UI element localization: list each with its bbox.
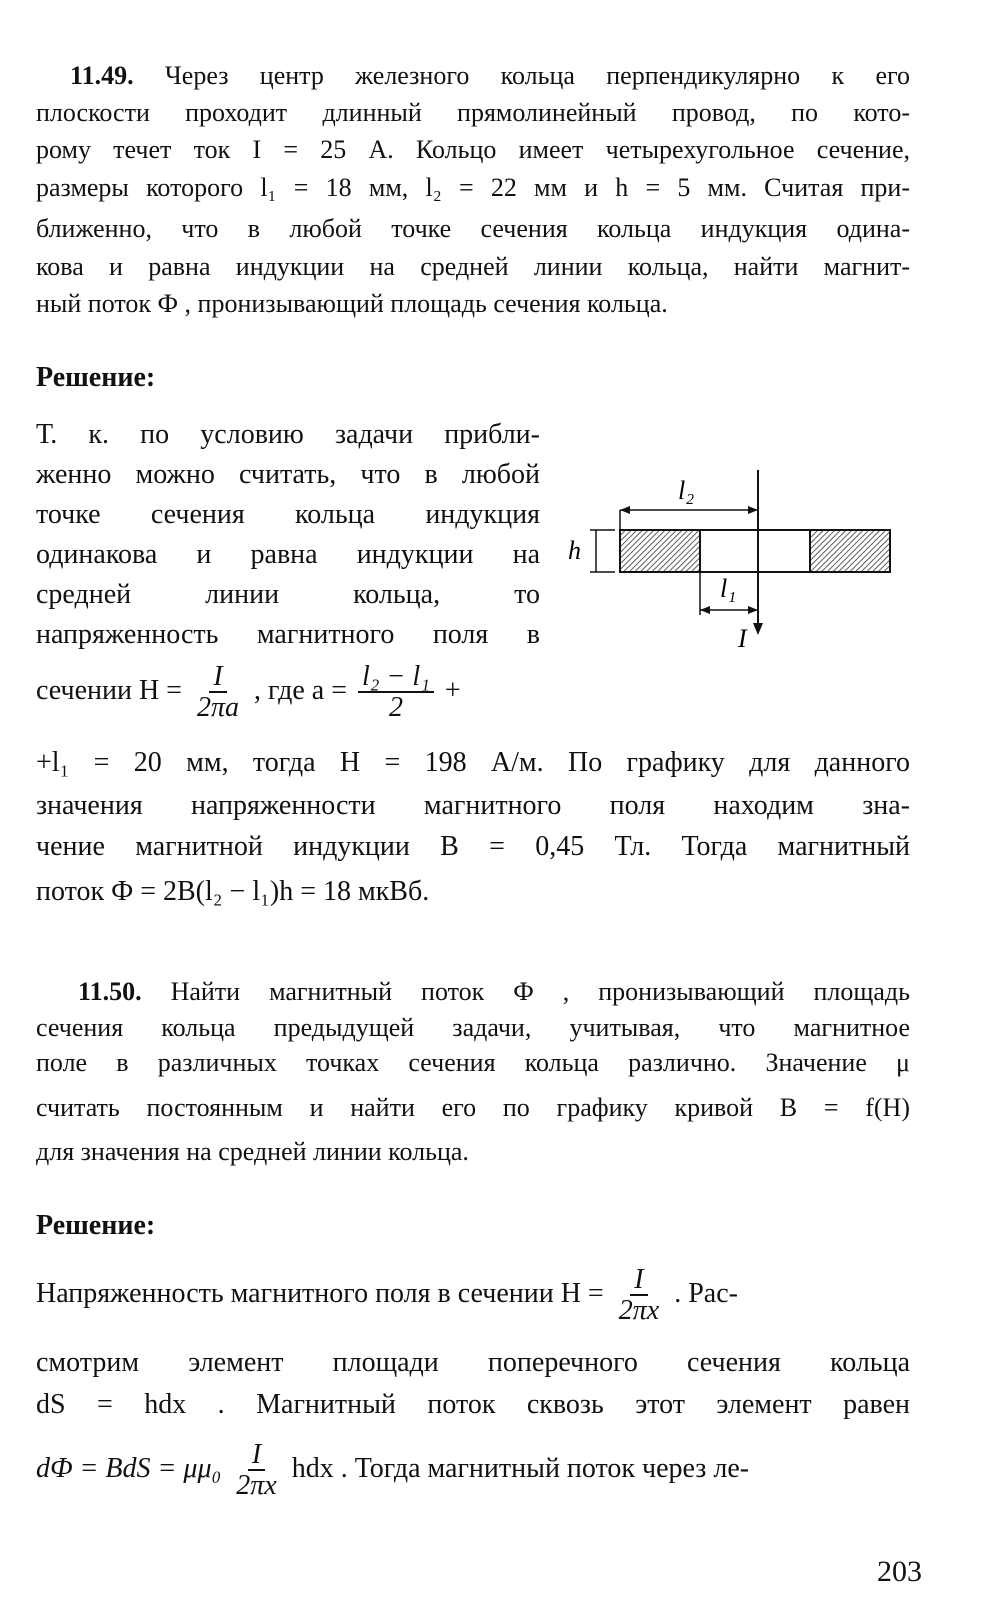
page-number: 203	[877, 1555, 922, 1588]
solution-text-line: напряженность магнитного поля в	[36, 619, 540, 650]
fraction-a: $\frac{\text{l₂ − l₁}}{2}$	[358, 662, 434, 723]
fraction-dphi: $\frac{I}{2\pi x}$	[236, 1439, 277, 1502]
solution-formula-line: сечении H = $\frac{I}{2\pi a}$ , где a = $\frac{\text{l₂ − l₁}}{2}$ +	[36, 661, 461, 724]
solution-text-line: dS = hdx . Магнитный поток сквозь этот элемент равен	[36, 1389, 910, 1420]
problem-text-line: размеры которого l₁ = 18 мм, l₂ = 22 мм и h = 5 мм. Считая при-	[36, 173, 910, 202]
current-arrow-icon	[753, 623, 763, 635]
solution-text-line: чение магнитной индукции B = 0,45 Тл. Тогда магнитный	[36, 831, 910, 862]
problem-text-line: плоскости проходит длинный прямолинейный провод, по кото-	[36, 98, 910, 127]
label-h: h	[568, 536, 581, 565]
solution-text-line: женно можно считать, что в любой	[36, 459, 540, 490]
problem-text-line: считать постоянным и найти его по графику кривой B = f(H)	[36, 1093, 910, 1122]
problem-text-line: ный поток Ф , пронизывающий площадь сечения кольца.	[36, 289, 668, 318]
problem-text-line: ближенно, что в любой точке сечения кольца индукция одина-	[36, 214, 910, 243]
solution-text-line: смотрим элемент площади поперечного сечения кольца	[36, 1347, 910, 1378]
solution-heading: Решение:	[36, 362, 156, 393]
problem-text-line: рому течет ток I = 25 А. Кольцо имеет четырехугольное сечение,	[36, 135, 910, 164]
fraction-h: $\frac{I}{2\pi a}$	[196, 661, 240, 724]
solution-formula-line: dФ = BdS = μμ₀ $\frac{I}{2\pi x}$ hdx . Тогда магнитный поток через ле-	[36, 1439, 750, 1502]
problem-text-line: 11.50. Найти магнитный поток Ф , пронизывающий площадь	[78, 977, 911, 1006]
fraction-h: $\frac{I}{2\pi x}$	[618, 1264, 660, 1327]
solution-heading: Решение:	[36, 1210, 156, 1241]
problem-text-line: сечения кольца предыдущей задачи, учитывая, что магнитное	[36, 1013, 910, 1042]
solution-formula-line: Напряженность магнитного поля в сечении H = $\frac{I}{2\pi x}$ . Рас-	[36, 1264, 738, 1327]
solution-text-line: поток Ф = 2B(l₂ − l₁)h = 18 мкВб.	[36, 876, 430, 907]
problem-text-line: для значения на средней линии кольца.	[36, 1137, 469, 1166]
problem-text-line: 11.49. Через центр железного кольца перпендикулярно к его	[70, 61, 911, 90]
problem-text-line: поле в различных точках сечения кольца различно. Значение μ	[36, 1048, 910, 1077]
problem-number: 11.50.	[78, 977, 142, 1006]
ring-section-diagram	[560, 465, 900, 655]
label-current: I	[738, 624, 747, 653]
solution-text-line: Т. к. по условию задачи прибли-	[36, 419, 540, 450]
problem-text-line: кова и равна индукции на средней линии кольца, найти магнит-	[36, 252, 910, 281]
solution-text-line: значения напряженности магнитного поля находим зна-	[36, 790, 910, 821]
label-l2: l₂	[678, 476, 695, 505]
solution-text-line: одинакова и равна индукции на	[36, 539, 540, 570]
solution-text-line: точке сечения кольца индукция	[36, 499, 540, 530]
label-l1: l₁	[720, 574, 737, 603]
problem-number: 11.49.	[70, 61, 134, 90]
solution-text-line: +l₁ = 20 мм, тогда H = 198 А/м. По графику для данного	[36, 747, 910, 778]
solution-text-line: средней линии кольца, то	[36, 579, 540, 610]
left-section-hatched	[620, 530, 700, 572]
right-section-hatched	[810, 530, 890, 572]
